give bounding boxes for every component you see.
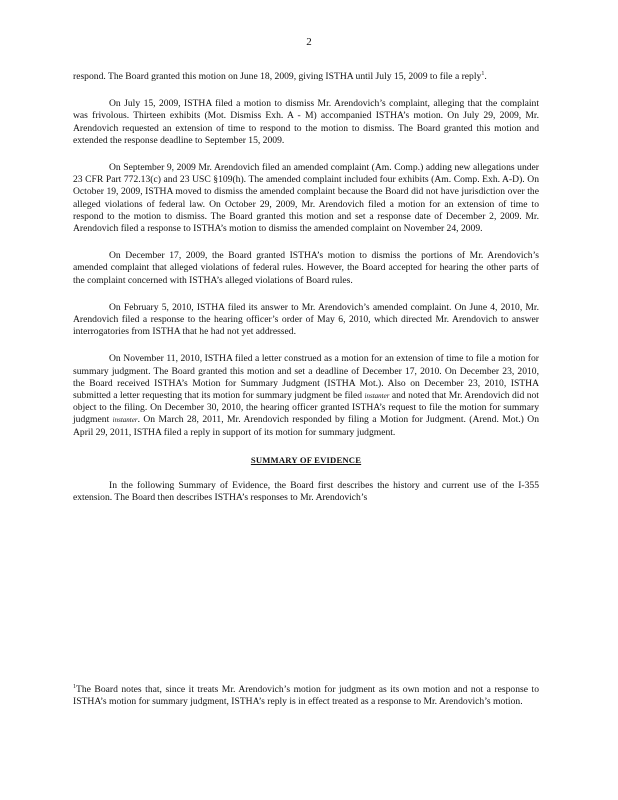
footnote-mark: 1: [73, 683, 76, 690]
paragraph-1: respond. The Board granted this motion on June 18, 2009, giving ISTHA until July 15, 2009 to file a reply$^1$.: [73, 70, 487, 82]
paragraph-5: On February 5, 2010, ISTHA filed its answer to Mr. Arendovich’s amended complaint. On June 4, 2010, Mr. Arendovich filed a response to the hearing officer’s order of May 6, 2010, which directed Mr. Arendovich to answer interrogatories from ISTHA that he had not yet addressed.: [73, 301, 539, 338]
footnote: $^1$The Board notes that, since it treats Mr. Arendovich’s motion for judgment as its own motion and not a response to ISTHA’s motion for summary judgment, ISTHA’s reply is in effect treated as a response to Mr. Arendovich’s motion.: [73, 683, 539, 708]
section-heading: SUMMARY OF EVIDENCE: [250, 454, 362, 465]
paragraph-6: On November 11, 2010, ISTHA filed a letter construed as a motion for an extension of time to file a motion for summary judgment. The Board granted this motion and set a deadline of December 17, 2010. On December 23, 2010, the Board received ISTHA’s Motion for Summary Judgment (ISTHA Mot.). Also on December 23, 2010, ISTHA submitted a letter requesting that its motion for summary judgment be filed instanter and noted that Mr. Arendovich did not object to the filing. On December 30, 2010, the hearing officer granted ISTHA’s request to file the motion for summary judgment instanter. On March 28, 2011, Mr. Arendovich responded by filing a Motion for Judgment. (Arend. Mot.) On April 29, 2011, ISTHA filed a reply in support of its motion for summary judgment.: [73, 353, 539, 438]
instanter-term: instanter: [364, 392, 390, 401]
body-text: [73, 71, 539, 519]
paragraph-4: On December 17, 2009, the Board granted ISTHA’s motion to dismiss the portions of Mr. Arendovich’s amended complaint that alleged violations of federal rules. However, the Board accepted for hearing the other parts of the complaint concerned with ISTHA’s alleged violations of Board rules.: [73, 250, 539, 286]
paragraph-2: On July 15, 2009, ISTHA filed a motion to dismiss Mr. Arendovich’s complaint, alleging that the complaint was frivolous. Thirteen exhibits (Mot. Dismiss Exh. A - M) accompanied ISTHA’s motion. On July 29, 2009, Mr. Arendovich requested an extension of time to respond to the motion to dismiss. The Board granted this motion and extended the response deadline to September 15, 2009.: [73, 98, 539, 146]
paragraph-3: On September 9, 2009 Mr. Arendovich filed an amended complaint (Am. Comp.) adding new allegations under 23 CFR Part 772.13(c) and 23 USC §109(h). The amended complaint included four exhibits (Am. Comp. Exh. A-D). On October 19, 2009, ISTHA moved to dismiss the amended complaint because the Board did not have jurisdiction over the alleged violations of federal law. On October 29, 2009, Mr. Arendovich filed a motion for an extension of time to respond to the motion to dismiss. The Board granted this motion and set a response date of December 2, 2009. Mr. Arendovich filed a response to ISTHA’s motion to dismiss the amended complaint on November 24, 2009.: [73, 162, 539, 235]
instanter-term: instanter: [112, 416, 138, 425]
footnote-ref: 1: [481, 70, 485, 77]
page-number: 2: [306, 36, 312, 48]
paragraph-7: In the following Summary of Evidence, the Board first describes the history and current use of the I-355 extension. The Board then describes ISTHA’s responses to Mr. Arendovich’s: [73, 480, 539, 504]
